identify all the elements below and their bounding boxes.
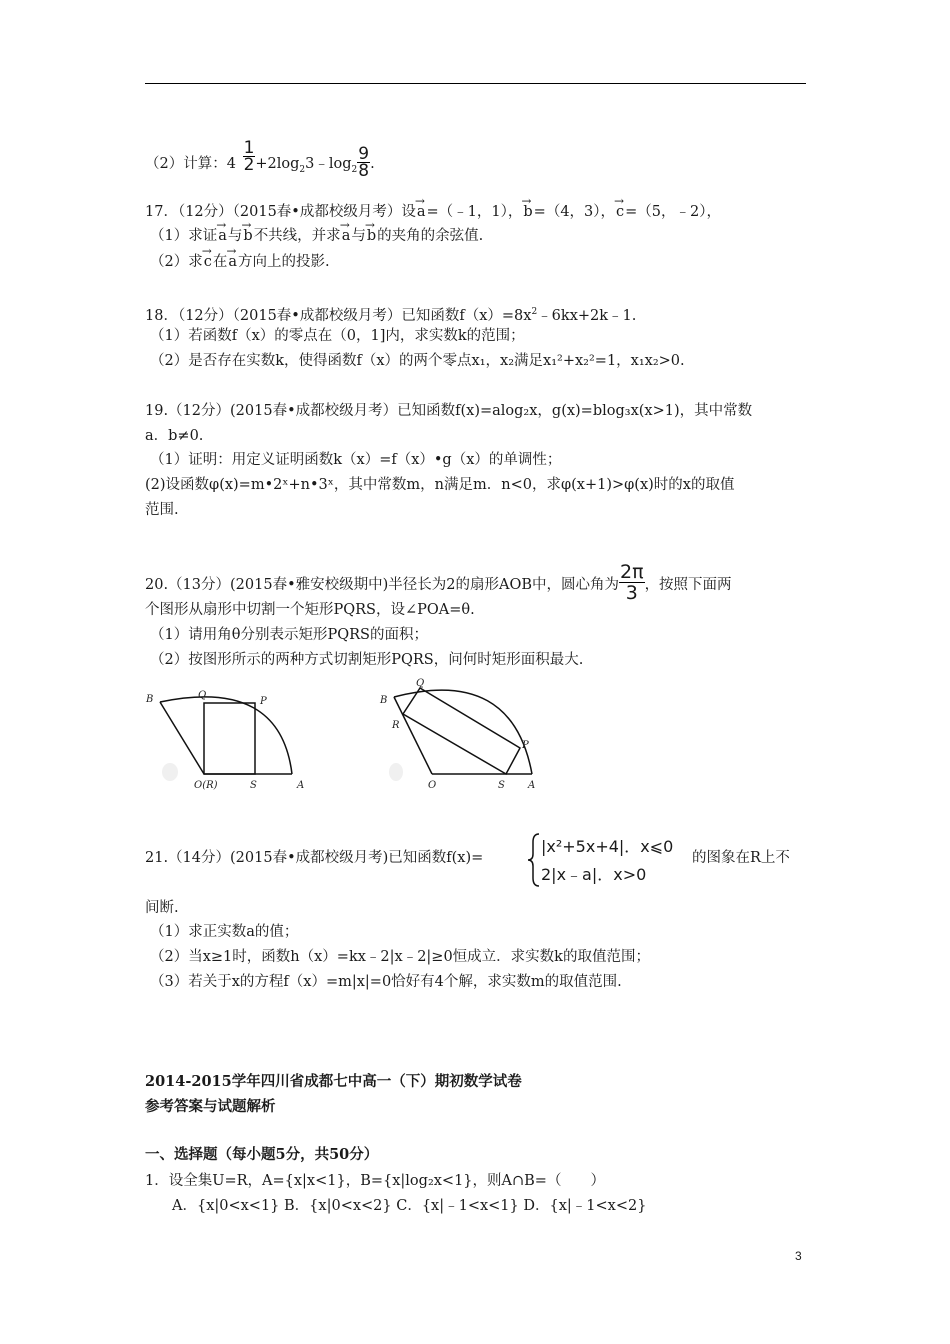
sector-radius-ob — [394, 697, 432, 774]
vector-b: → b — [242, 226, 253, 246]
rectangle-pqrs — [204, 703, 255, 774]
q20-text: 20.（13分）(2015春•雅安校级期中)半径长为2的扇形AOB中，圆心角为 — [145, 577, 620, 593]
q20-text: ，按照下面两 — [644, 577, 732, 593]
q17-text: 方向上的投影. — [238, 254, 330, 270]
q20-line1 — [145, 562, 732, 603]
q18-text: 18．（12分）（2015春•成都校级月考）已知函数f（x）=8x — [145, 307, 532, 324]
rectangle-pqrs — [403, 688, 520, 774]
q16-mid2: 3﹣log — [305, 156, 352, 172]
q17-text: =（4，3）， — [533, 204, 616, 220]
frac-num: 9 — [358, 144, 370, 164]
label-o: O — [428, 780, 437, 791]
q18-line2: （1）若函数f（x）的零点在（0，1]内，求实数k的范围； — [150, 328, 525, 344]
q20-line2: 个图形从扇形中切割一个矩形PQRS，设∠POA=θ. — [145, 602, 475, 618]
q19-line4: (2)设函数φ(x)=m•2ˣ+n•3ˣ，其中常数m，n满足m．n<0，求φ(x+1)>φ(x)时的x的取值 — [145, 477, 735, 493]
q19-line3: （1）证明：用定义证明函数k（x）=f（x）•g（x）的单调性； — [150, 452, 562, 468]
q19-line2: a．b≠0. — [145, 428, 204, 444]
answer-title: 2014-2015学年四川省成都七中高一（下）期初数学试卷 — [145, 1073, 522, 1090]
label-q: Q — [198, 690, 207, 701]
q16-end: . — [370, 156, 375, 172]
q17-line3 — [150, 252, 330, 272]
q21-line3: （1）求正实数a的值； — [150, 924, 299, 940]
vector-a: → a — [227, 252, 238, 272]
vector-b: → b — [522, 202, 533, 222]
q16-part2 — [145, 140, 375, 180]
vector-a: → a — [341, 226, 352, 246]
label-b: B — [380, 695, 388, 706]
label-p: P — [522, 740, 529, 751]
label-r: R — [392, 720, 400, 731]
sector-arc — [394, 690, 532, 774]
q16-prefix: （2）计算：4 — [145, 156, 236, 172]
q17-text: =（5，﹣2）， — [625, 204, 722, 220]
q16-mid: +2log — [255, 156, 300, 172]
case-1: |x²+5x+4|．x⩽0 — [541, 837, 674, 856]
q17-text: （1）求证 — [150, 228, 218, 244]
q17-line2 — [150, 226, 483, 246]
q17-text: （2）求 — [150, 254, 203, 270]
vector-b: → b — [366, 226, 377, 246]
q17-text: 不共线，并求 — [253, 228, 341, 244]
q18-text: ﹣6kx+2k﹣1. — [537, 307, 637, 324]
q21-line2: 间断. — [145, 900, 179, 916]
section-heading: 一、选择题（每小题5分，共50分） — [145, 1146, 379, 1163]
page-number: 3 — [795, 1249, 802, 1263]
sector-radius-ob — [160, 702, 204, 774]
q18-line1 — [145, 302, 636, 326]
label-p: P — [260, 696, 267, 707]
frac-den: 2 — [243, 155, 255, 175]
vector-c: → c — [615, 202, 625, 222]
vector-a: → a — [217, 226, 228, 246]
frac-num: 2π — [620, 561, 644, 583]
q17-text: 与 — [351, 228, 366, 244]
header-rule — [145, 83, 806, 84]
q17-text: 在 — [212, 254, 228, 270]
exponent: 2 — [531, 307, 538, 317]
q19-line5: 范围. — [145, 502, 179, 518]
label-b: B — [146, 694, 154, 705]
case-2: 2|x﹣a|．x>0 — [541, 865, 647, 884]
label-o-r: O(R) — [194, 780, 218, 791]
answer-subtitle: 参考答案与试题解析 — [145, 1098, 276, 1115]
q20-line3: （1）请用角θ分别表示矩形PQRS的面积； — [150, 627, 428, 643]
q19-line1: 19.（12分）(2015春•成都校级月考）已知函数f(x)=alog₂x，g(x)=blog₃x(x>1)，其中常数 — [145, 403, 753, 419]
q17-text: =（﹣1，1）， — [426, 204, 523, 220]
frac-den: 8 — [358, 161, 370, 181]
exponent-fraction — [243, 140, 256, 173]
q21-line5: （3）若关于x的方程f（x）=m|x|=0恰好有4个解，求实数m的取值范围. — [150, 974, 622, 990]
q17-text: 17．（12分）（2015春•成都校级月考）设 — [145, 204, 416, 220]
frac-den: 3 — [625, 582, 638, 604]
label-s: S — [250, 780, 257, 791]
answer-q1-options: A．{x|0<x<1} B．{x|0<x<2} C．{x|﹣1<x<1} D．{x|﹣1<x<2} — [172, 1198, 647, 1214]
log-fraction — [357, 146, 370, 179]
q18-line3: （2）是否存在实数k，使得函数f（x）的两个零点x₁，x₂满足x₁²+x₂²=1，x₁x₂>0. — [150, 353, 685, 369]
label-q: Q — [416, 678, 425, 689]
q17-text: 的夹角的余弦值. — [377, 228, 484, 244]
scan-artifact — [162, 763, 178, 781]
answer-q1: 1．设全集U=R，A={x|x<1}，B={x|log₂x<1}，则A∩B=（ ） — [145, 1173, 605, 1189]
vector-a: → a — [416, 202, 427, 222]
q21-line4: （2）当x≥1时，函数h（x）=kx﹣2|x﹣2|≥0恒成立．求实数k的取值范围； — [150, 949, 650, 965]
q21-line1-start: 21.（14分）(2015春•成都校级月考)已知函数f(x)= — [145, 850, 484, 866]
scan-artifact — [389, 763, 403, 781]
q20-line4: （2）按图形所示的两种方式切割矩形PQRS，问何时矩形面积最大. — [150, 652, 584, 668]
left-brace-icon — [527, 832, 541, 888]
log-base: 2 — [299, 164, 306, 175]
q21-line1-end: 的图象在R上不 — [692, 850, 790, 866]
label-a: A — [528, 780, 536, 791]
angle-fraction — [619, 562, 645, 603]
vector-c: → c — [203, 252, 213, 272]
q17-text: 与 — [227, 228, 243, 244]
q17-line1 — [145, 202, 721, 222]
sector-figure-1 — [140, 682, 320, 797]
label-s: S — [498, 780, 505, 791]
frac-num: 1 — [243, 138, 255, 158]
log-base: 2 — [351, 164, 358, 175]
sector-figure-2 — [372, 676, 552, 796]
label-a: A — [297, 780, 305, 791]
